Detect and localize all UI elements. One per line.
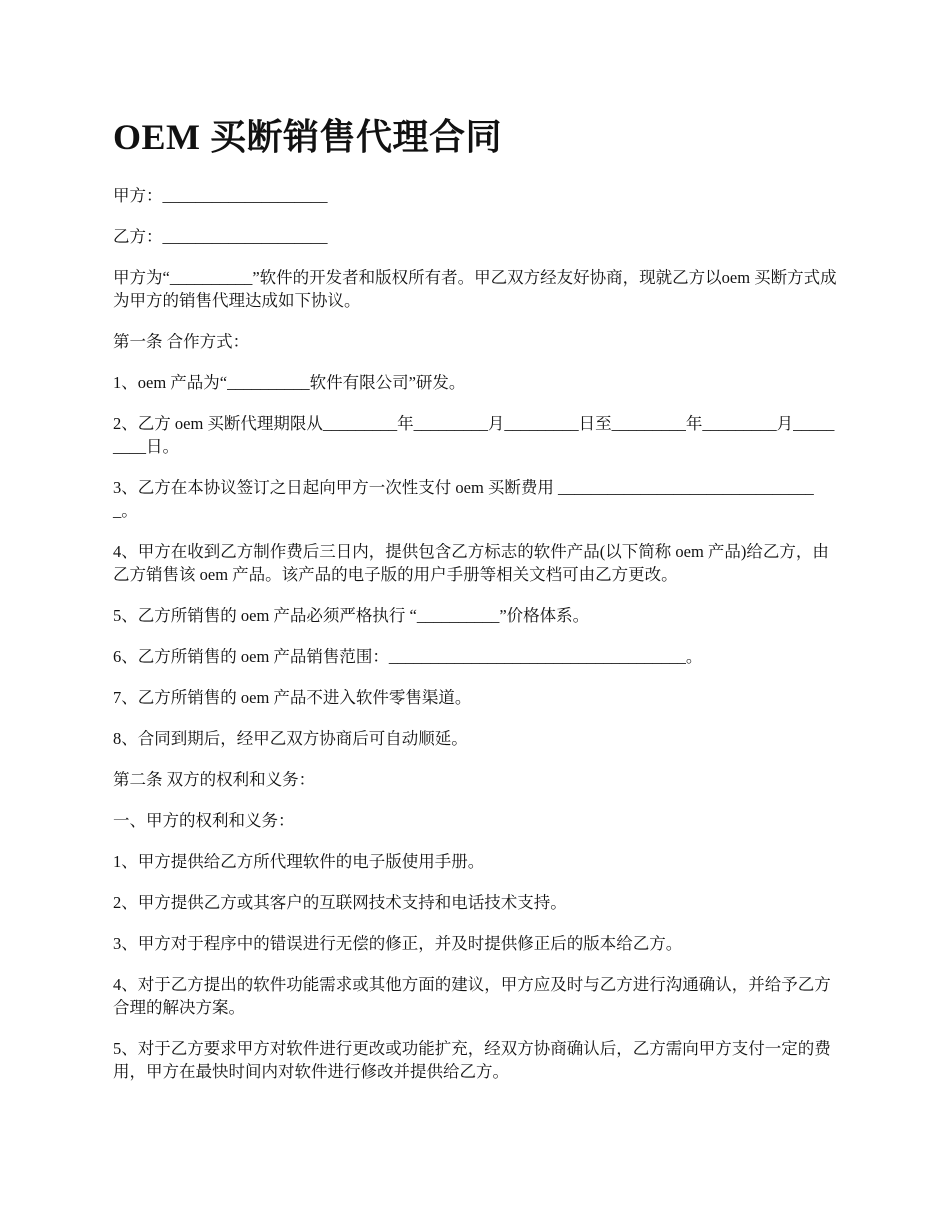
section-heading-cooperation: 第一条 合作方式： xyxy=(113,332,250,351)
clause-1-5: 5、乙方所销售的 oem 产品必须严格执行 “__________”价格体系。 xyxy=(113,606,590,625)
clause-2-4: 4、对于乙方提出的软件功能需求或其他方面的建议，甲方应及时与乙方进行沟通确认，并给予乙方合理的解决方案。 xyxy=(113,975,831,1017)
clause-1-4: 4、甲方在收到乙方制作费后三日内，提供包含乙方标志的软件产品(以下简称 oem 产品)给乙方，由乙方销售该 oem 产品。该产品的电子版的用户手册等相关文档可由乙方更改。 xyxy=(113,542,829,584)
clause-1-1: 1、oem 产品为“__________软件有限公司”研发。 xyxy=(113,373,466,392)
clause-2-5: 5、对于乙方要求甲方对软件进行更改或功能扩充，经双方协商确认后，乙方需向甲方支付一定的费用，甲方在最快时间内对软件进行修改并提供给乙方。 xyxy=(113,1039,831,1081)
clause-2-1: 1、甲方提供给乙方所代理软件的电子版使用手册。 xyxy=(113,852,485,871)
clause-1-8: 8、合同到期后，经甲乙双方协商后可自动顺延。 xyxy=(113,729,468,748)
party-b-line: 乙方：____________________ xyxy=(113,227,328,246)
intro-paragraph: 甲方为“__________”软件的开发者和版权所有者。甲乙双方经友好协商，现就乙方以oem 买断方式成为甲方的销售代理达成如下协议。 xyxy=(113,268,837,310)
clause-1-6: 6、乙方所销售的 oem 产品销售范围：____________________________________。 xyxy=(113,647,703,666)
subsection-heading-party-a: 一、甲方的权利和义务： xyxy=(113,811,295,830)
clause-1-7: 7、乙方所销售的 oem 产品不进入软件零售渠道。 xyxy=(113,688,472,707)
document-title: OEM 买断销售代理合同 xyxy=(113,117,502,157)
clause-1-2: 2、乙方 oem 买断代理期限从_________年_________月_________日至_________年_________月_________日。 xyxy=(113,414,835,456)
clause-2-2: 2、甲方提供乙方或其客户的互联网技术支持和电话技术支持。 xyxy=(113,893,567,912)
party-a-line: 甲方：____________________ xyxy=(113,186,328,205)
clause-2-3: 3、甲方对于程序中的错误进行无偿的修正，并及时提供修正后的版本给乙方。 xyxy=(113,934,683,953)
clause-1-3: 3、乙方在本协议签订之日起向甲方一次性支付 oem 买断费用 ________________________________。 xyxy=(113,478,814,520)
document-page xyxy=(113,112,838,1101)
section-heading-rights: 第二条 双方的权利和义务： xyxy=(113,770,316,789)
